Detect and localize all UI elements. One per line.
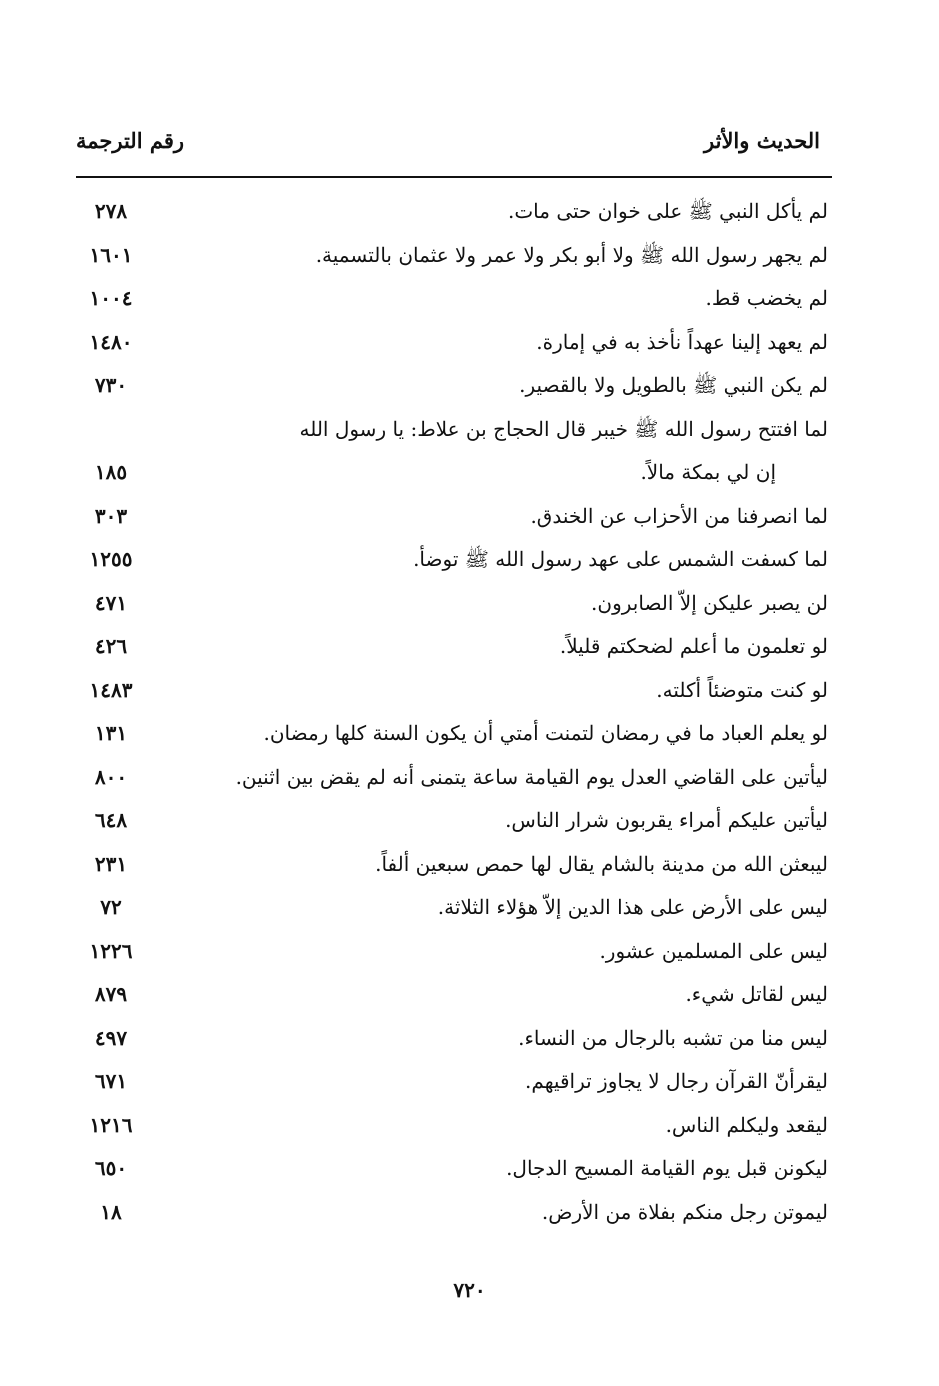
translation-number: ١٠٠٤ (89, 286, 133, 310)
translation-number: ١٦٠١ (89, 242, 133, 267)
list-item (76, 669, 828, 713)
translation-number: ١٨ (100, 1199, 122, 1224)
hadith-text: ليس لقاتل شيء. (685, 982, 828, 1006)
list-item (76, 886, 828, 930)
translation-number: ٦٧١ (94, 1069, 128, 1093)
list-item (76, 538, 828, 582)
translation-number: ٨٠٠ (94, 764, 128, 789)
translation-number: ١٢١٦ (89, 1112, 133, 1137)
header-divider (76, 176, 832, 178)
list-item (76, 582, 828, 626)
translation-number: ٧٣٠ (94, 373, 128, 397)
list-item (76, 277, 828, 321)
translation-number: ١٣١ (94, 721, 128, 745)
hadith-text: ليقعد وليكلم الناس. (665, 1112, 828, 1137)
hadith-text: لو كنت متوضئاً أكلته. (656, 677, 828, 702)
column-title-hadith: الحديث والأثر (704, 128, 820, 153)
translation-number: ٤٢٦ (94, 634, 128, 658)
list-item (76, 495, 828, 539)
translation-number: ١٢٢٦ (89, 938, 133, 963)
list-item (76, 799, 828, 843)
list-item (76, 364, 828, 408)
hadith-text: لما انصرفنا من الأحزاب عن الخندق. (530, 503, 828, 528)
translation-number: ١٤٨٣ (89, 677, 133, 702)
list-item (76, 1147, 828, 1191)
list-item (76, 1104, 828, 1148)
hadith-text: لما كسفت الشمس على عهد رسول الله ﷺ توضأ. (413, 547, 828, 571)
hadith-text: ليقرأنّ القرآن رجال لا يجاوز تراقيهم. (525, 1069, 828, 1093)
translation-number: ٤٩٧ (94, 1025, 128, 1050)
list-item (76, 321, 828, 365)
translation-number: ٦٤٨ (94, 808, 128, 832)
hadith-text (188, 408, 828, 495)
list-item (76, 408, 828, 495)
translation-number: ٦٥٠ (94, 1156, 128, 1180)
translation-number: ٢٣١ (94, 851, 128, 876)
list-item (76, 1060, 828, 1104)
hadith-text: لو تعلمون ما أعلم لضحكتم قليلاً. (559, 634, 828, 658)
column-title-number: رقم الترجمة (76, 128, 185, 153)
list-item (76, 625, 828, 669)
translation-number: ١٢٥٥ (89, 547, 133, 571)
list-item (76, 190, 828, 234)
list-item (76, 234, 828, 278)
hadith-text: لم يعهد إلينا عهداً نأخذ به في إمارة. (536, 329, 828, 354)
hadith-text: ليس منا من تشبه بالرجال من النساء. (518, 1025, 828, 1050)
hadith-text: لم يجهر رسول الله ﷺ ولا أبو بكر ولا عمر ولا عثمان بالتسمية. (315, 242, 828, 267)
hadith-text: ليبعثن الله من مدينة بالشام يقال لها حمص سبعين ألفاً. (375, 851, 828, 876)
list-item (76, 712, 828, 756)
hadith-text: لم يأكل النبي ﷺ على خوان حتى مات. (507, 199, 828, 223)
hadith-text: ليكونن قبل يوم القيامة المسيح الدجال. (506, 1156, 828, 1180)
hadith-text: ليس على الأرض على هذا الدين إلاّ هؤلاء الثلاثة. (437, 895, 828, 919)
page-number: ٧٢٠ (453, 1278, 486, 1302)
translation-number: ٧٢ (100, 895, 122, 919)
hadith-text: ليموتن رجل منكم بفلاة من الأرض. (541, 1199, 828, 1224)
translation-number: ٣٠٣ (94, 503, 128, 528)
hadith-text: ليأتين على القاضي العدل يوم القيامة ساعة يتمنى أنه لم يقض بين اثنين. (235, 764, 828, 789)
translation-number: ٤٧١ (94, 590, 128, 615)
hadith-text: ليأتين عليكم أمراء يقربون شرار الناس. (505, 808, 828, 832)
translation-number: ٢٧٨ (94, 199, 128, 223)
list-item (76, 973, 828, 1017)
hadith-text: لم يكن النبي ﷺ بالطويل ولا بالقصير. (519, 373, 828, 397)
translation-number: ٨٧٩ (94, 982, 128, 1006)
hadith-text: لن يصبر عليكن إلاّ الصابرون. (591, 590, 828, 615)
page-header (76, 122, 820, 166)
list-item (76, 843, 828, 887)
list-item (76, 756, 828, 800)
hadith-index-list (76, 190, 828, 1234)
translation-number: ١٤٨٠ (89, 329, 133, 354)
translation-number: ١٨٥ (94, 460, 128, 484)
hadith-text: لم يخضب قط. (705, 286, 828, 310)
hadith-text-line-2: إن لي بمكة مالاً. (640, 460, 776, 484)
list-item (76, 930, 828, 974)
hadith-text: لو يعلم العباد ما في رمضان لتمنت أمتي أن يكون السنة كلها رمضان. (263, 721, 828, 745)
hadith-text-line-1: لما افتتح رسول الله ﷺ خيبر قال الحجاج بن علاط: يا رسول الله (299, 416, 828, 441)
list-item (76, 1017, 828, 1061)
list-item (76, 1191, 828, 1235)
hadith-text: ليس على المسلمين عشور. (599, 938, 828, 963)
